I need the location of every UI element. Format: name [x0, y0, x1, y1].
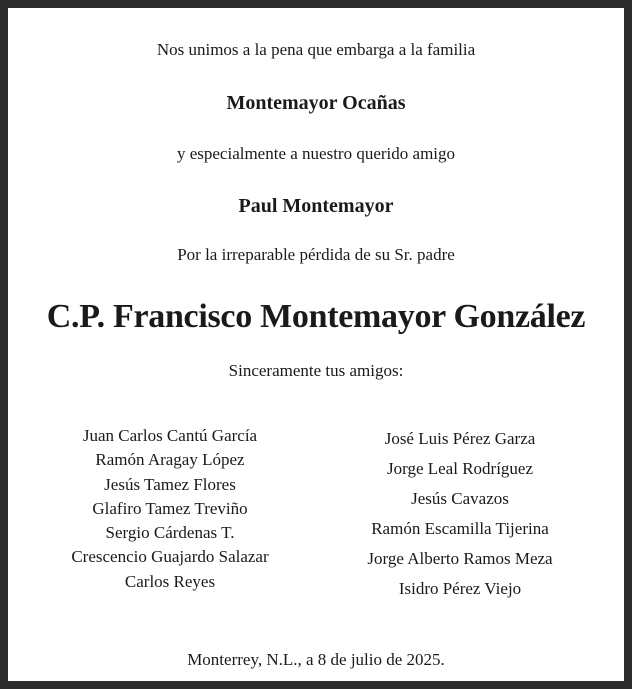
deceased-name: C.P. Francisco Montemayor González [46, 298, 586, 335]
signatory-name: Jorge Alberto Ramos Meza [367, 549, 553, 568]
family-name: Montemayor Ocañas [226, 92, 406, 114]
signatory-name: Crescencio Guajardo Salazar [71, 547, 269, 567]
intro-text: Nos unimos a la pena que embarga a la familia [156, 40, 476, 59]
signatory-name: José Luis Pérez Garza [384, 429, 536, 448]
signatory-name: Sergio Cárdenas T. [105, 523, 235, 543]
signatory-name: Isidro Pérez Viejo [398, 579, 522, 598]
friend-name: Paul Montemayor [238, 195, 394, 217]
dateline: Monterrey, N.L., a 8 de julio de 2025. [187, 650, 445, 669]
signoff-text: Sinceramente tus amigos: [228, 361, 404, 380]
signatories-left-column [40, 424, 300, 594]
signatory-name: Jesús Tamez Flores [104, 474, 236, 494]
signatory-name: Ramón Aragay López [95, 450, 245, 470]
signatory-name: Glafiro Tamez Treviño [92, 498, 248, 518]
signatory-name: Juan Carlos Cantú García [82, 426, 258, 445]
signatory-name: Jesús Cavazos [411, 489, 509, 508]
signatories-right-column [320, 424, 600, 604]
signatory-name: Jorge Leal Rodríguez [386, 459, 534, 478]
special-mention-text: y especialmente a nuestro querido amigo [176, 144, 456, 163]
signatory-name: Carlos Reyes [124, 571, 216, 591]
loss-text: Por la irreparable pérdida de su Sr. padre [177, 245, 455, 264]
signatory-name: Ramón Escamilla Tijerina [371, 519, 549, 538]
